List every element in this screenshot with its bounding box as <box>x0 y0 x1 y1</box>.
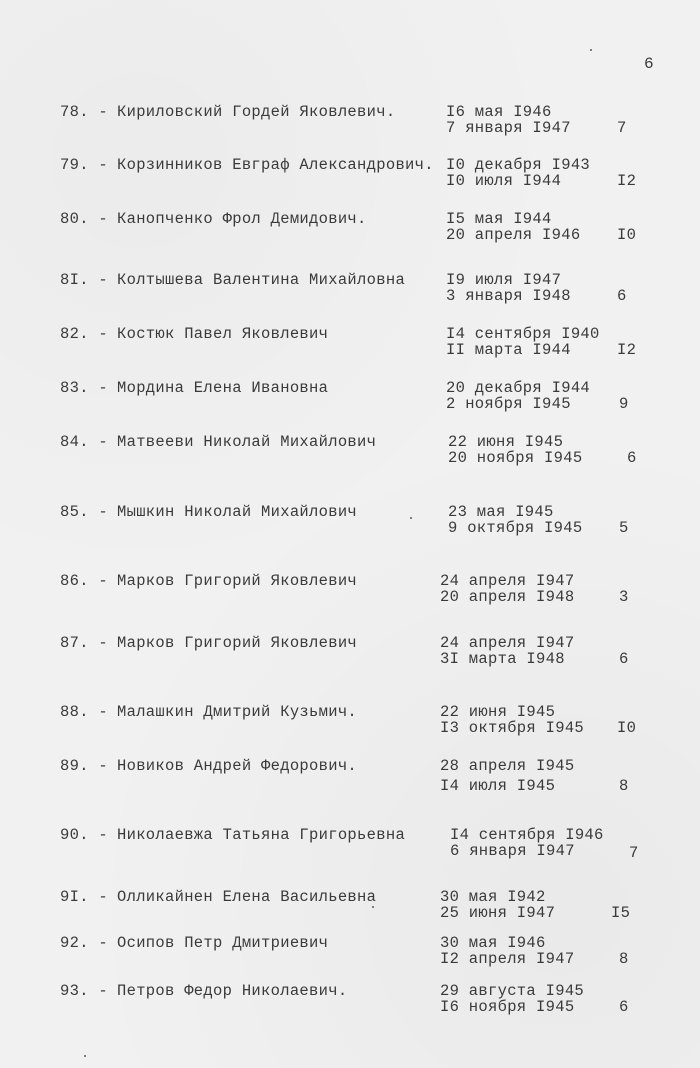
entry-date-end: I6 ноября I945 <box>440 998 575 1016</box>
entry-date-start: 30 мая I942 <box>440 888 546 906</box>
list-entry <box>0 325 700 365</box>
entry-date-end: 6 января I947 <box>450 842 575 860</box>
entry-name: Матвееви Николай Михайлович <box>117 433 377 451</box>
entry-name: Олликайнен Елена Васильевна <box>117 888 377 906</box>
entry-number: 78. - <box>60 103 109 121</box>
entry-name: Новиков Андрей Федорович. <box>117 757 358 775</box>
ink-speck <box>84 1055 86 1057</box>
entry-date-start: 24 апреля I947 <box>440 572 575 590</box>
entry-count: I5 <box>611 904 631 922</box>
entry-date-end: I0 июля I944 <box>446 172 562 190</box>
entry-count: I2 <box>617 172 637 190</box>
list-entry <box>0 210 700 250</box>
entry-date-end: 7 января I947 <box>446 119 571 137</box>
entry-date-start: 24 апреля I947 <box>440 634 575 652</box>
ink-speck <box>590 49 592 51</box>
list-entry <box>0 271 700 311</box>
entry-name: Колтышева Валентина Михайловна <box>117 271 406 289</box>
entry-number: 80. - <box>60 210 109 228</box>
entry-count: I0 <box>617 719 637 737</box>
list-entry <box>0 703 700 743</box>
entry-count: 7 <box>629 844 639 862</box>
entry-date-end: 9 октября I945 <box>448 519 583 537</box>
entry-date-start: 22 июня I945 <box>440 703 556 721</box>
entry-date-end: 20 апреля I948 <box>440 588 575 606</box>
entry-date-end: II марта I944 <box>446 341 571 359</box>
ink-speck <box>372 906 374 908</box>
entry-date-start: 23 мая I945 <box>448 503 554 521</box>
entry-date-end: I4 июля I945 <box>440 777 556 795</box>
list-entry <box>0 757 700 797</box>
entry-date-start: 22 июня I945 <box>448 433 564 451</box>
entry-number: 85. - <box>60 503 109 521</box>
entry-name: Марков Григорий Яковлевич <box>117 572 358 590</box>
entry-name: Корзинников Евграф Александрович. <box>117 156 434 174</box>
entry-number: 9I. - <box>60 888 109 906</box>
entry-number: 87. - <box>60 634 109 652</box>
list-entry <box>0 888 700 928</box>
list-entry <box>0 982 700 1022</box>
entry-date-end: I3 октября I945 <box>440 719 585 737</box>
entry-name: Осипов Петр Дмитриевич <box>117 934 329 952</box>
entry-date-end: 25 июня I947 <box>440 904 556 922</box>
list-entry <box>0 572 700 612</box>
entry-date-end: 20 ноября I945 <box>448 449 583 467</box>
entry-count: 9 <box>619 395 629 413</box>
entry-name: Николаевжа Татьяна Григорьевна <box>117 826 406 844</box>
ink-speck <box>410 517 412 519</box>
entry-number: 93. - <box>60 982 109 1000</box>
entry-name: Мышкин Николай Михайлович <box>117 503 358 521</box>
entry-date-start: I5 мая I944 <box>446 210 552 228</box>
entry-date-end: 20 апреля I946 <box>446 226 581 244</box>
entry-number: 86. - <box>60 572 109 590</box>
entry-date-end: 2 ноября I945 <box>446 395 571 413</box>
entry-name: Канопченко Фрол Демидович. <box>117 210 367 228</box>
entry-date-end: I2 апреля I947 <box>440 950 575 968</box>
entry-date-start: I4 сентября I946 <box>450 826 604 844</box>
entry-number: 79. - <box>60 156 109 174</box>
list-entry <box>0 634 700 674</box>
entry-number: 8I. - <box>60 271 109 289</box>
list-entry <box>0 503 700 543</box>
list-entry <box>0 433 700 473</box>
entry-name: Костюк Павел Яковлевич <box>117 325 329 343</box>
entry-number: 84. - <box>60 433 109 451</box>
entry-name: Марков Григорий Яковлевич <box>117 634 358 652</box>
entry-date-start: 20 декабря I944 <box>446 379 591 397</box>
entry-count: 6 <box>617 287 627 305</box>
entry-count: 8 <box>619 950 629 968</box>
list-entry <box>0 826 700 866</box>
entry-date-start: I4 сентября I940 <box>446 325 600 343</box>
entry-count: 8 <box>619 777 629 795</box>
entry-date-start: 29 августа I945 <box>440 982 585 1000</box>
entry-name: Петров Федор Николаевич. <box>117 982 348 1000</box>
list-entry <box>0 156 700 196</box>
entry-date-start: I9 июля I947 <box>446 271 562 289</box>
entry-count: 5 <box>619 519 629 537</box>
entry-count: 6 <box>619 650 629 668</box>
entry-number: 92. - <box>60 934 109 952</box>
entry-count: 6 <box>619 998 629 1016</box>
entry-date-start: I6 мая I946 <box>446 103 552 121</box>
list-entry <box>0 379 700 419</box>
entry-date-start: I0 декабря I943 <box>446 156 591 174</box>
entry-count: 6 <box>627 449 637 467</box>
entry-date-end: 3 января I948 <box>446 287 571 305</box>
entry-date-end: 3I марта I948 <box>440 650 565 668</box>
entry-count: I0 <box>617 226 637 244</box>
entry-count: 7 <box>617 119 627 137</box>
entry-name: Кириловский Гордей Яковлевич. <box>117 103 396 121</box>
entry-number: 90. - <box>60 826 109 844</box>
entry-name: Малашкин Дмитрий Кузьмич. <box>117 703 358 721</box>
entry-number: 89. - <box>60 757 109 775</box>
list-entry <box>0 934 700 974</box>
entry-count: 3 <box>619 588 629 606</box>
page-number: 6 <box>644 55 654 73</box>
entry-count: I2 <box>617 341 637 359</box>
entry-name: Мордина Елена Ивановна <box>117 379 329 397</box>
entry-number: 88. - <box>60 703 109 721</box>
list-entry <box>0 103 700 143</box>
entry-number: 82. - <box>60 325 109 343</box>
entry-date-start: 28 апреля I945 <box>440 757 575 775</box>
entry-number: 83. - <box>60 379 109 397</box>
entry-date-start: 30 мая I946 <box>440 934 546 952</box>
